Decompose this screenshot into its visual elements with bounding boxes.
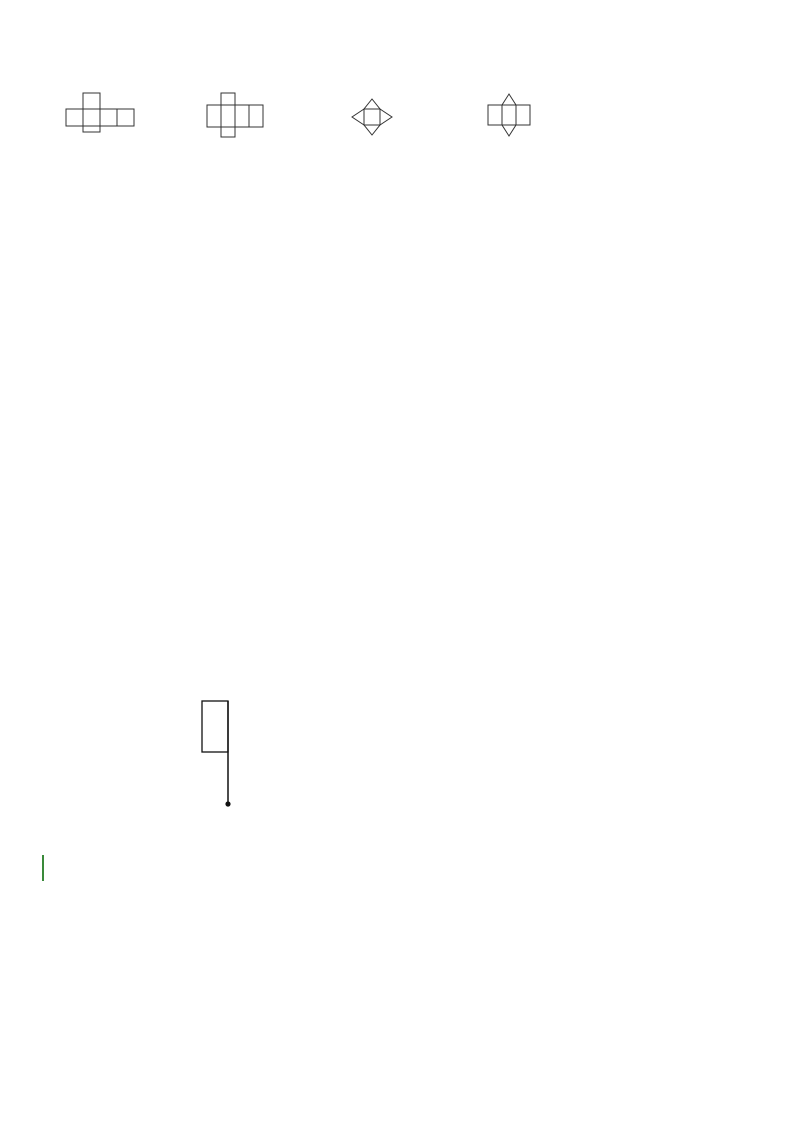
q25-grid-diagram	[42, 675, 546, 935]
q20-net-c	[350, 98, 396, 138]
q20-net-b	[207, 93, 267, 137]
q20-net-d	[487, 94, 533, 138]
point-o	[225, 801, 230, 806]
flag-rectangle	[202, 701, 228, 752]
q20-net-a	[66, 93, 138, 133]
temperature-line-chart	[40, 225, 300, 365]
